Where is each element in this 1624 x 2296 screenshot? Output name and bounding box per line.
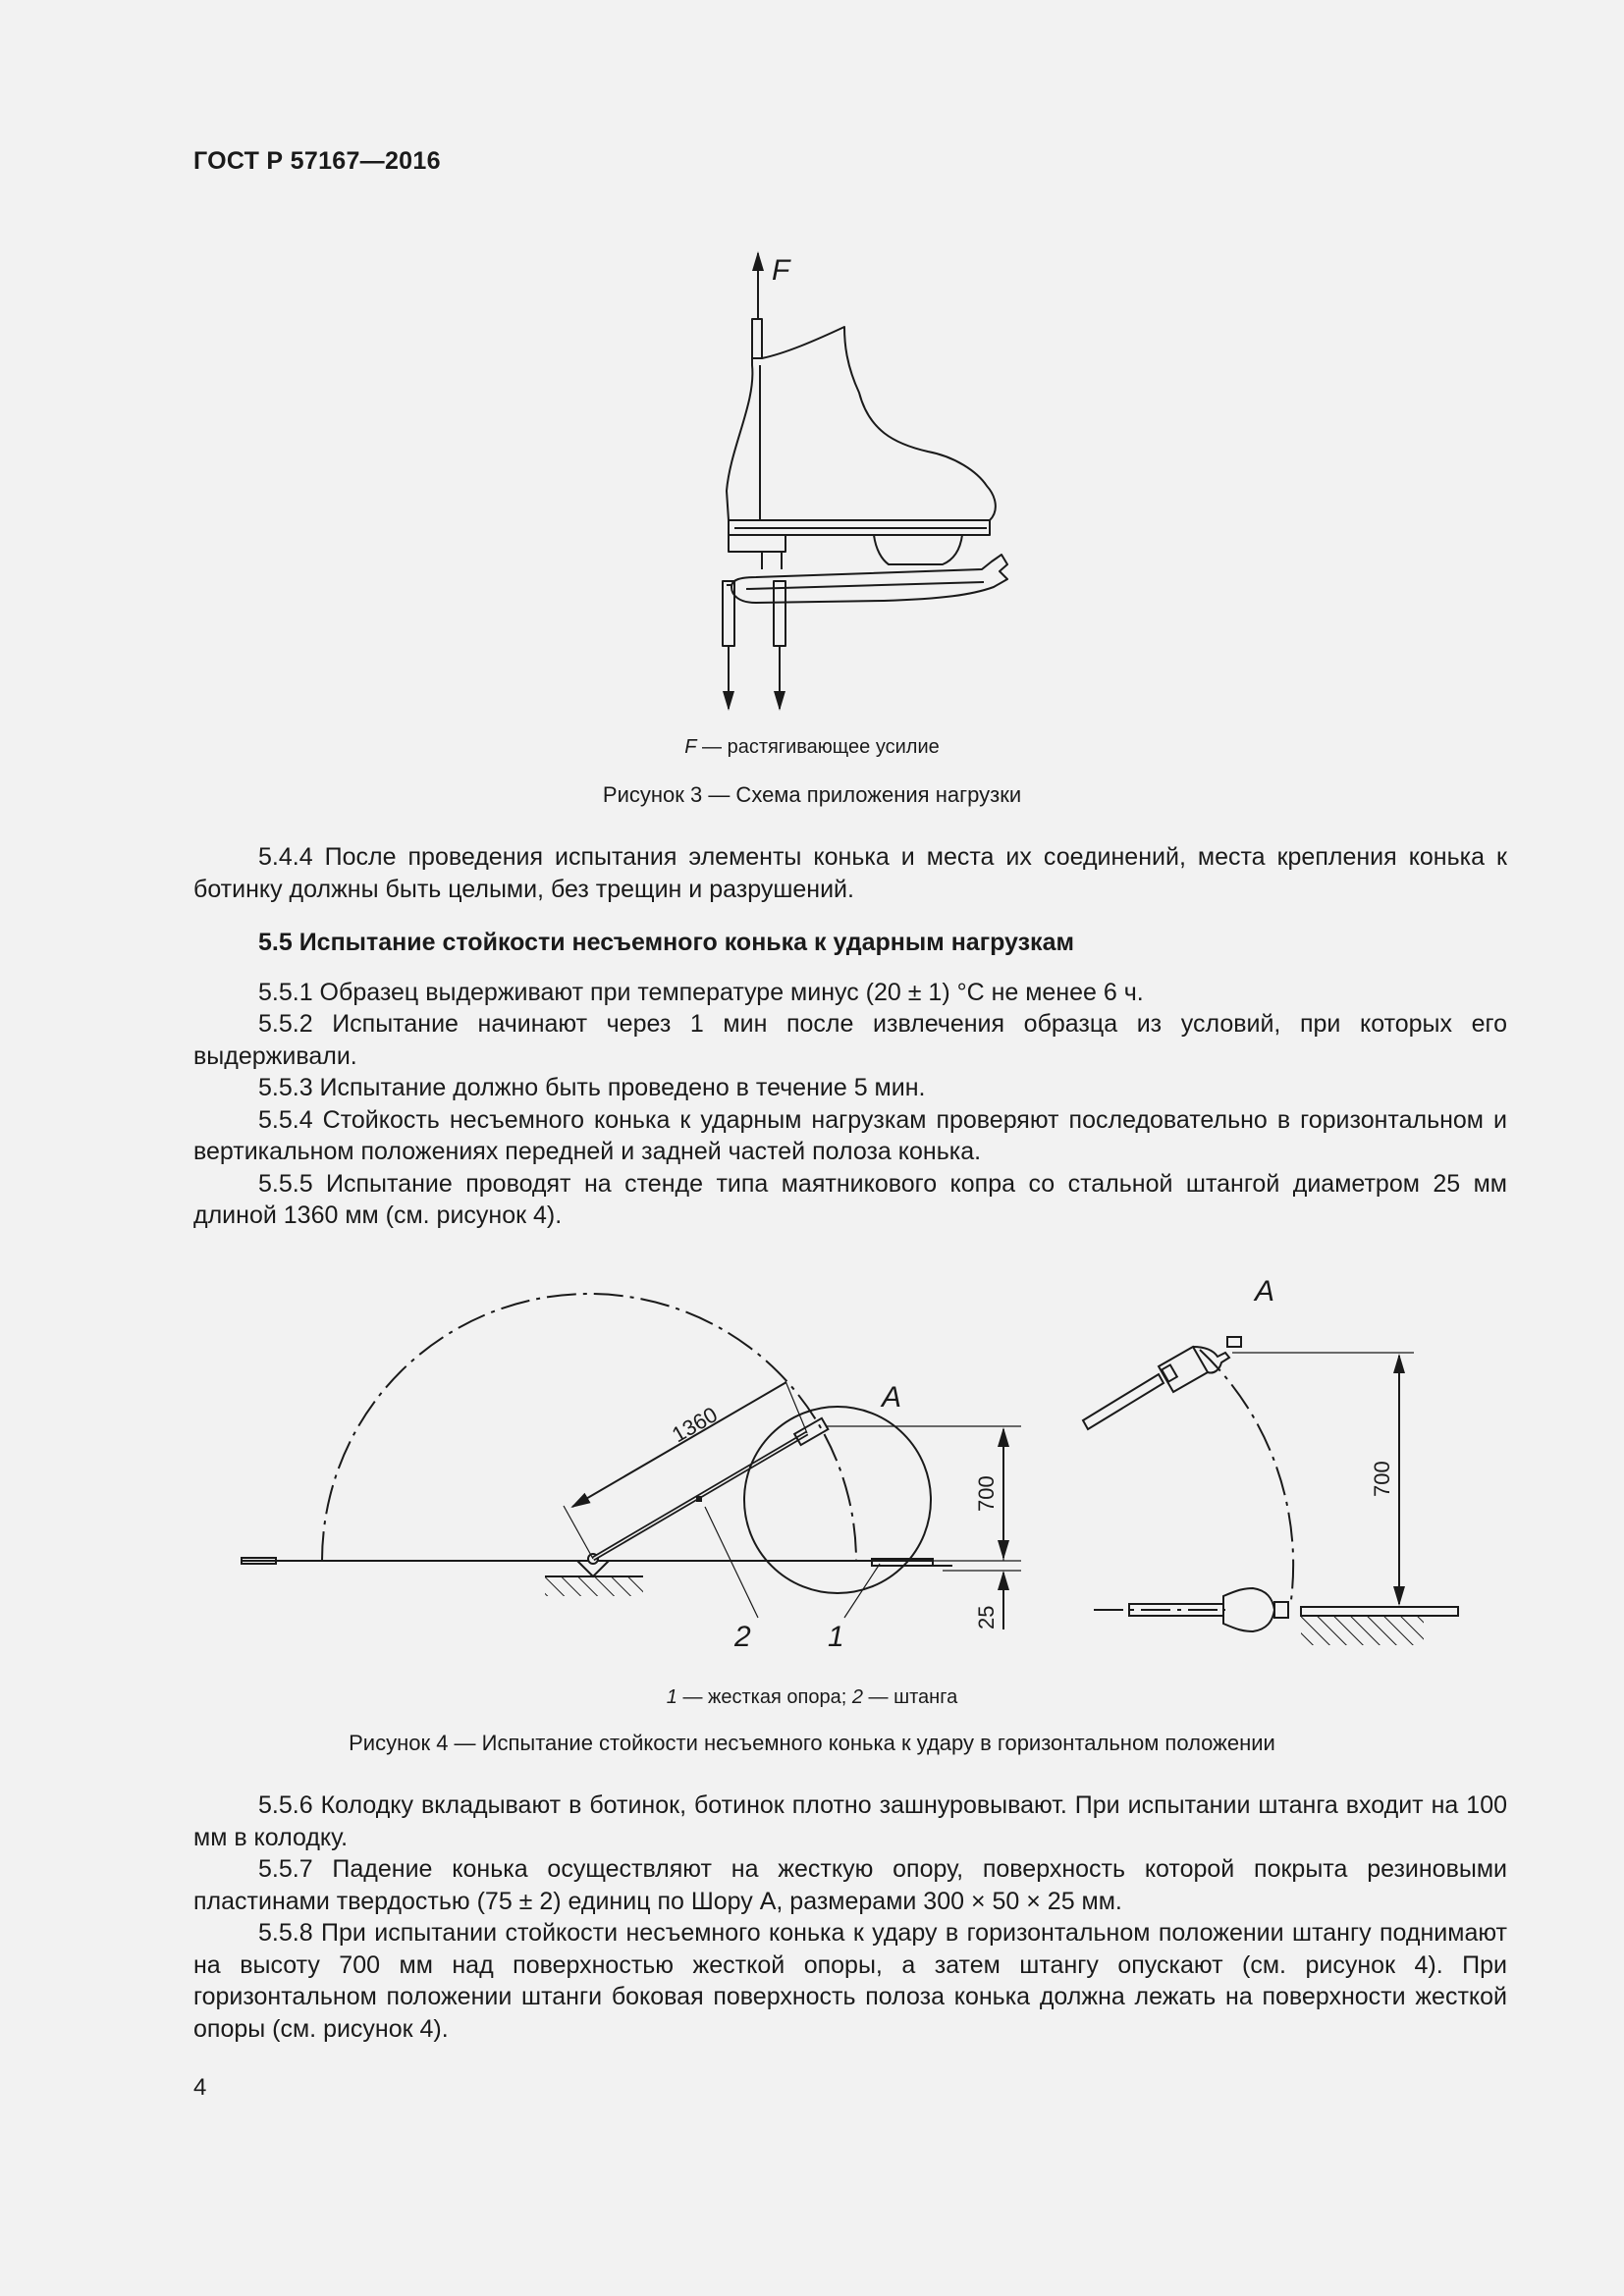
paragraph-5-4-4: 5.4.4 После проведения испытания элементы конька и места их соединений, места крепления конька к ботинку должны быть целыми, без трещин и разрушений. [193,843,1507,903]
callout-label-2: 2 [734,1621,751,1653]
paragraph-5-5-8: 5.5.8 При испытании стойкости несъемного конька к удару в горизонтальном положении штангу поднимают на высоту 700 мм над поверхностью жесткой опоры, а затем штангу опускают (см. рисунок 4). При горизонтальном положении штанги боковая поверхность полоза конька должна лежать на поверхности жесткой опоры (см. рисунок 4). [193,1919,1507,2043]
legend-symbol-f: F [684,736,697,758]
detail-swing-arc [1200,1350,1293,1600]
boot-outline [727,327,996,520]
legend-text-1: — жесткая опора; [677,1686,852,1708]
text-block-1 [193,841,1507,1232]
figure-4-legend [0,1686,1624,1709]
figure-3-legend [0,736,1624,759]
swing-arc [322,1294,856,1561]
rear-stanchion [762,552,782,569]
callout-leader-2 [705,1507,758,1618]
figure-3-title: Рисунок 3 — Схема приложения нагрузки [602,782,1022,807]
figure-4-title: Рисунок 4 — Испытание стойкости несъемного конька к удару в горизонтальном положении [349,1731,1275,1755]
callout-leader-1 [844,1564,880,1618]
detail-rod-upper [1083,1374,1164,1429]
force-label: F [772,254,790,287]
legend-num-2: 2 [851,1686,863,1708]
detail-skate-lower [1223,1588,1274,1631]
paragraph-5-5-1: 5.5.1 Образец выдерживают при температуре минус (20 ± 1) °С не менее 6 ч. [258,978,1144,1006]
dimension-label-25: 25 [974,1605,999,1629]
dimension-label-1360: 1360 [668,1402,722,1448]
detail-support-plate [1301,1607,1458,1616]
label-a-main: A [882,1381,902,1414]
paragraph-5-5-3: 5.5.3 Испытание должно быть проведено в течение 5 мин. [258,1074,926,1101]
figure-3-diagram [687,236,1041,736]
figure-4-diagram [226,1256,1483,1669]
paragraph-5-5-4: 5.5.4 Стойкость несъемного конька к ударным нагрузкам проверяют последовательно в горизонтальном и вертикальном положениях передней и задней частей полоза конька. [193,1105,1507,1165]
text-block-2 [193,1789,1507,2045]
top-rod [752,319,762,358]
label-a-detail: A [1255,1275,1275,1308]
detail-skate-upper [1159,1347,1208,1392]
page-number: 4 [193,2074,207,2101]
paragraph-5-5-6: 5.5.6 Колодку вкладывают в ботинок, ботинок плотно зашнуровывают. При испытании штанга входит на 100 мм в колодку. [193,1791,1507,1851]
boot-heel [729,535,785,552]
dimension-label-700-main: 700 [974,1475,999,1512]
legend-text-f: — растягивающее усилие [696,736,940,758]
callout-label-1: 1 [828,1621,844,1653]
front-stanchion [874,535,962,564]
document-header: ГОСТ Р 57167—2016 [193,147,441,175]
front-grip [774,581,785,646]
heading-5-5: 5.5 Испытание стойкости несъемного конька к ударным нагрузкам [258,929,1074,956]
paragraph-5-5-7: 5.5.7 Падение конька осуществляют на жесткую опору, поверхность которой покрыта резиновыми пластинами твердостью (75 ± 2) единиц по Шору А, размерами 300 × 50 × 25 мм. [193,1855,1507,1915]
rod-end-fitting [794,1418,828,1445]
dimension-label-700-detail: 700 [1370,1461,1394,1497]
paragraph-5-5-2: 5.5.2 Испытание начинают через 1 мин после извлечения образца из условий, при которых его выдерживали. [193,1010,1507,1070]
paragraph-5-5-5: 5.5.5 Испытание проводят на стенде типа маятникового копра со стальной штангой диаметром 25 мм длиной 1360 мм (см. рисунок 4). [193,1169,1507,1229]
legend-text-2: — штанга [862,1686,958,1708]
legend-num-1: 1 [666,1686,677,1708]
